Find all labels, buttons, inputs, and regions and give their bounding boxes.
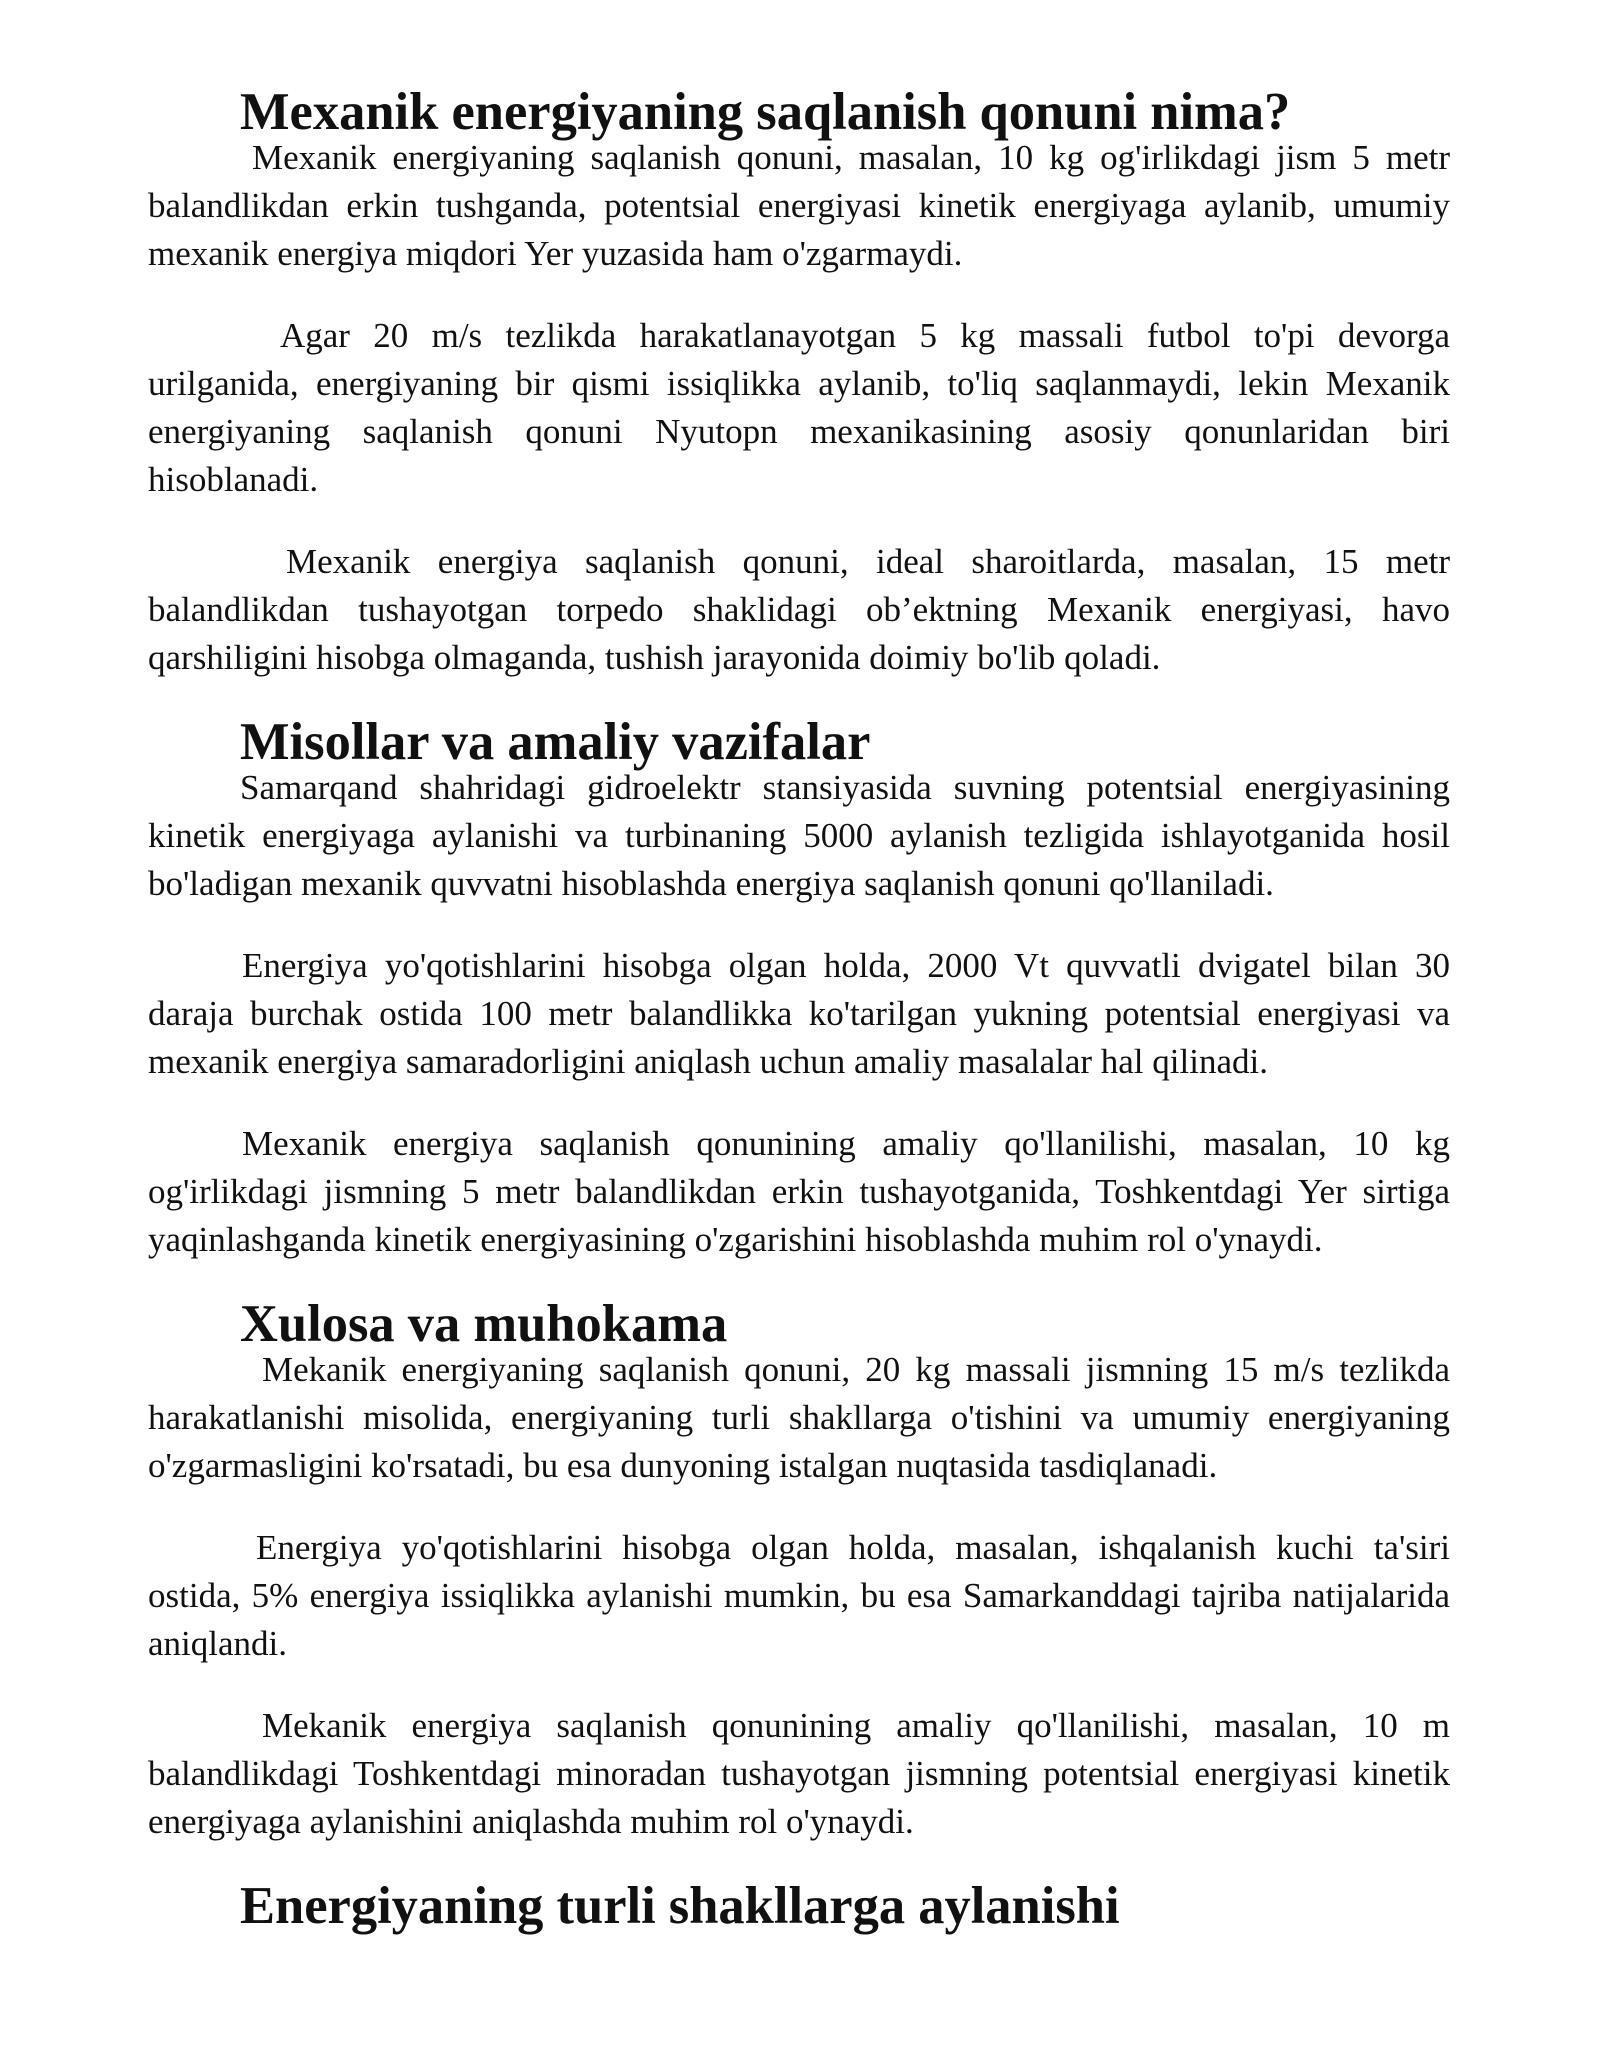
section-mechanical-energy-law [148,83,1450,682]
paragraph: Agar 20 m/s tezlikda harakatlanayotgan 5 kg massali futbol to'pi devorga urilganida, energiyaning bir qismi issiqlikka aylanib, to'liq saqlanmaydi, lekin Mexanik energiyaning saqlanish qonuni Nyutopn mexanikasining asosiy qonunlaridan biri hisoblanadi. [148,316,1450,499]
paragraph: Mekanik energiya saqlanish qonunining amaliy qo'llanilishi, masalan, 10 m balandlikdagi Toshkentdagi minoradan tushayotgan jismning potentsial energiyasi kinetik energiyaga aylanishini aniqlashda muhim rol o'ynaydi. [148,1706,1450,1841]
section-heading: Misollar va amaliy vazifalar [240,713,871,771]
section-examples-and-tasks [148,713,1450,1264]
paragraph: Samarqand shahridagi gidroelektr stansiyasida suvning potentsial energiyasining kinetik energiyaga aylanishi va turbinaning 5000 aylanish tezligida ishlayotganida hosil bo'ladigan mexanik quvvatni hisoblashda energiya saqlanish qonuni qo'llaniladi. [148,768,1450,903]
paragraph: Mexanik energiyaning saqlanish qonuni, masalan, 10 kg og'irlikdagi jism 5 metr balandlikdan erkin tushganda, potentsial energiyasi kinetik energiyaga aylanib, umumiy mexanik energiya miqdori Yer yuzasida ham o'zgarmaydi. [148,138,1450,273]
paragraph: Mexanik energiya saqlanish qonuni, ideal sharoitlarda, masalan, 15 metr balandlikdan tushayotgan torpedo shaklidagi ob’ektning Mexanik energiyasi, havo qarshiligini hisobga olmaganda, tushish jarayonida doimiy bo'lib qoladi. [148,542,1450,677]
section-heading: Xulosa va muhokama [240,1295,728,1353]
section-energy-forms [148,1877,1450,1935]
section-heading: Energiyaning turli shakllarga aylanishi [240,1877,1120,1935]
section-heading: Mexanik energiyaning saqlanish qonuni nima? [240,83,1291,141]
section-conclusion-and-discussion [148,1295,1450,1846]
paragraph: Mexanik energiya saqlanish qonunining amaliy qo'llanilishi, masalan, 10 kg og'irlikdagi jismning 5 metr balandlikdan erkin tushayotganida, Toshkentdagi Yer sirtiga yaqinlashganda kinetik energiyasining o'zgarishini hisoblashda muhim rol o'ynaydi. [148,1124,1450,1259]
document-body [148,83,1450,1935]
paragraph: Energiya yo'qotishlarini hisobga olgan holda, 2000 Vt quvvatli dvigatel bilan 30 daraja burchak ostida 100 metr balandlikka ko'tarilgan yukning potentsial energiyasi va mexanik energiya samaradorligini aniqlash uchun amaliy masalalar hal qilinadi. [148,946,1450,1081]
paragraph: Energiya yo'qotishlarini hisobga olgan holda, masalan, ishqalanish kuchi ta'siri ostida, 5% energiya issiqlikka aylanishi mumkin, bu esa Samarkanddagi tajriba natijalarida aniqlandi. [148,1528,1450,1663]
paragraph: Mekanik energiyaning saqlanish qonuni, 20 kg massali jismning 15 m/s tezlikda harakatlanishi misolida, energiyaning turli shakllarga o'tishini va umumiy energiyaning o'zgarmasligini ko'rsatadi, bu esa dunyoning istalgan nuqtasida tasdiqlanadi. [148,1350,1450,1485]
